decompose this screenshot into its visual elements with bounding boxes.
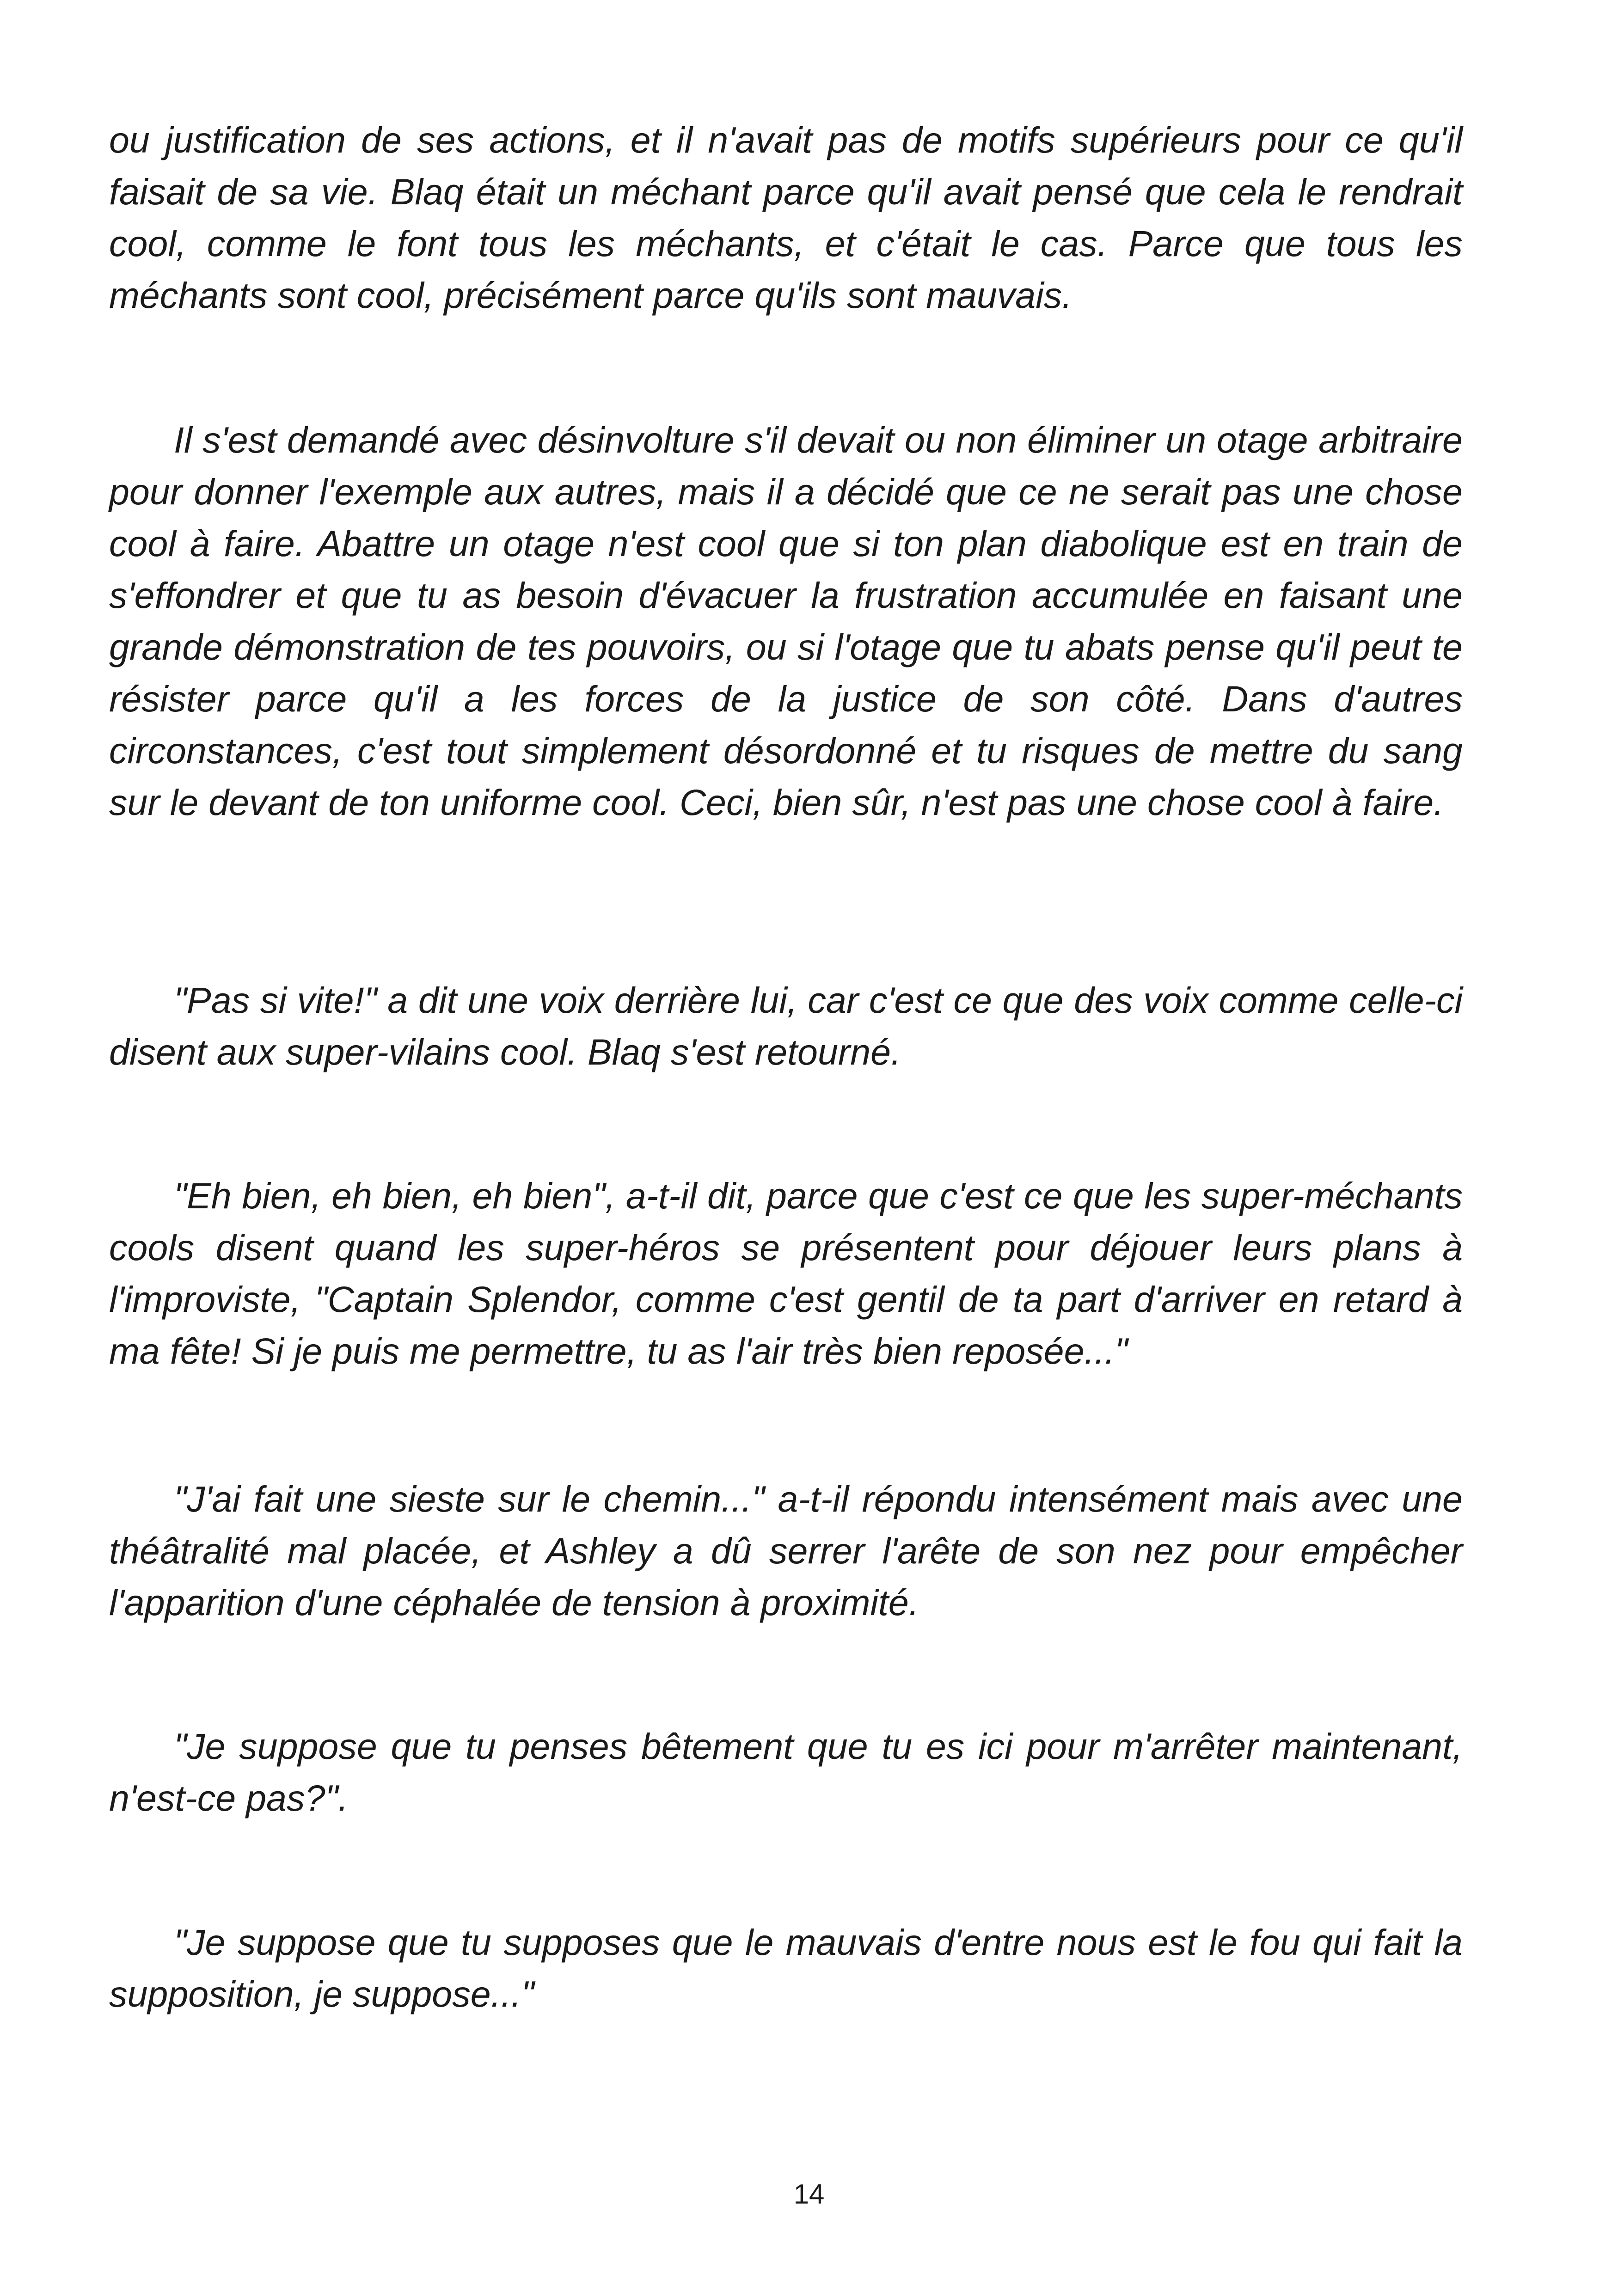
paragraph-2: Il s'est demandé avec désinvolture s'il devait ou non éliminer un otage arbitraire pour donner l'exemple aux autres, mais il a décidé que ce ne serait pas une chose cool à faire. Abattre un otage n'est cool que si ton plan diabolique est en train de s'effondrer et que tu as besoin d'évacuer la frustration accumulée en faisant une grande démonstration de tes pouvoirs, ou si l'otage que tu abats pense qu'il peut te résister parce qu'il a les forces de la justice de son côté. Dans d'autres circonstances, c'est tout simplement désordonné et tu risques de mettre du sang sur le devant de ton uniforme cool. Ceci, bien sûr, n'est pas une chose cool à faire. <box>109 419 1463 823</box>
paragraph-3: "Pas si vite!" a dit une voix derrière lui, car c'est ce que des voix comme celle-ci disent aux super-vilains cool. Blaq s'est retourné. <box>109 980 1463 1072</box>
paragraph-7: "Je suppose que tu supposes que le mauvais d'entre nous est le fou qui fait la supposition, je suppose..." <box>109 1922 1463 2014</box>
paragraph-5: "J'ai fait une sieste sur le chemin..." a-t-il répondu intensément mais avec une théâtralité mal placée, et Ashley a dû serrer l'arête de son nez pour empêcher l'apparition d'une céphalée de tension à proximité. <box>109 1478 1463 1623</box>
page-number: 14 <box>793 2179 825 2210</box>
paragraph-1: ou justification de ses actions, et il n'avait pas de motifs supérieurs pour ce qu'il faisait de sa vie. Blaq était un méchant parce qu'il avait pensé que cela le rendrait cool, comme le font tous les méchants, et c'était le cas. Parce que tous les méchants sont cool, précisément parce qu'ils sont mauvais. <box>109 119 1463 316</box>
paragraph-4: "Eh bien, eh bien, eh bien", a-t-il dit, parce que c'est ce que les super-méchants cools disent quand les super-héros se présentent pour déjouer leurs plans à l'improviste, "Captain Splendor, comme c'est gentil de ta part d'arriver en retard à ma fête! Si je puis me permettre, tu as l'air très bien reposée..." <box>109 1175 1463 1371</box>
paragraph-6: "Je suppose que tu penses bêtement que tu es ici pour m'arrêter maintenant, n'est-ce pas?". <box>109 1726 1463 1818</box>
